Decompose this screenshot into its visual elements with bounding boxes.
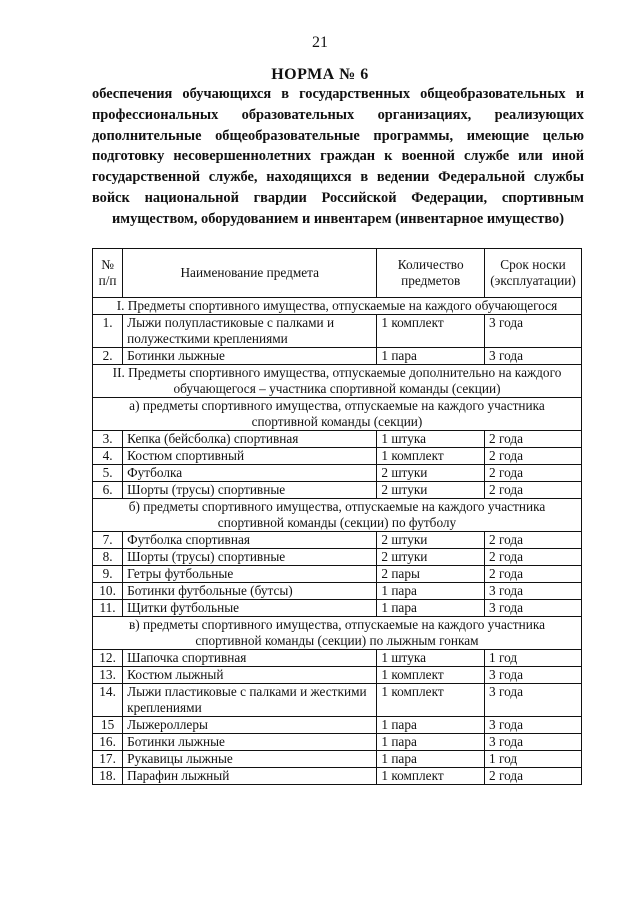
subsection-title: а) предметы спортивного имущества, отпускаемые на каждого участника спортивной команды (секции) — [93, 398, 582, 431]
item-term: 2 года — [485, 431, 582, 448]
item-term: 2 года — [485, 465, 582, 482]
item-name: Лыжероллеры — [123, 717, 377, 734]
item-quantity: 2 штуки — [377, 532, 485, 549]
header-term: Срок носки (эксплуатации) — [485, 249, 582, 298]
item-term: 3 года — [485, 684, 582, 717]
item-quantity: 1 пара — [377, 600, 485, 617]
table-row — [93, 734, 582, 751]
item-quantity: 1 штука — [377, 431, 485, 448]
item-number: 7. — [93, 532, 123, 549]
item-quantity: 1 комплект — [377, 667, 485, 684]
subsection-title: б) предметы спортивного имущества, отпускаемые на каждого участника спортивной команды (секции) по футболу — [93, 499, 582, 532]
item-name: Шапочка спортивная — [123, 650, 377, 667]
table-row — [93, 482, 582, 499]
table-row — [93, 348, 582, 365]
table-row — [93, 566, 582, 583]
item-name: Костюм лыжный — [123, 667, 377, 684]
table-row — [93, 650, 582, 667]
item-name: Рукавицы лыжные — [123, 751, 377, 768]
item-number: 8. — [93, 549, 123, 566]
item-term: 3 года — [485, 734, 582, 751]
table-row — [93, 751, 582, 768]
table-row — [93, 717, 582, 734]
item-name: Щитки футбольные — [123, 600, 377, 617]
item-name: Ботинки лыжные — [123, 348, 377, 365]
table-row — [93, 465, 582, 482]
item-term: 2 года — [485, 482, 582, 499]
item-quantity: 1 комплект — [377, 684, 485, 717]
item-number: 18. — [93, 768, 123, 785]
item-term: 3 года — [485, 315, 582, 348]
item-number: 16. — [93, 734, 123, 751]
item-name: Футболка — [123, 465, 377, 482]
item-term: 2 года — [485, 532, 582, 549]
item-name: Лыжи полупластиковые с палками и полужесткими креплениями — [123, 315, 377, 348]
section-row — [93, 365, 582, 398]
item-quantity: 1 комплект — [377, 768, 485, 785]
item-number: 4. — [93, 448, 123, 465]
table-row — [93, 448, 582, 465]
item-term: 1 год — [485, 650, 582, 667]
item-name: Гетры футбольные — [123, 566, 377, 583]
item-name: Костюм спортивный — [123, 448, 377, 465]
item-term: 2 года — [485, 768, 582, 785]
item-term: 2 года — [485, 549, 582, 566]
item-number: 1. — [93, 315, 123, 348]
item-quantity: 1 пара — [377, 583, 485, 600]
item-number: 2. — [93, 348, 123, 365]
item-quantity: 2 штуки — [377, 465, 485, 482]
item-name: Шорты (трусы) спортивные — [123, 549, 377, 566]
item-number: 12. — [93, 650, 123, 667]
document-subtitle: обеспечения обучающихся в государственных общеобразовательных и профессиональных образовательных организациях, реализующих дополнительные общеобразовательные программы, имеющие целью подготовку несовершеннолетних граждан к военной службе или иной государственной службе, находящихся в ведении Федеральной службы войск национальной гвардии Российской Федерации, спортивным имуществом, оборудованием и инвентарем (инвентарное имущество) — [92, 86, 584, 227]
table-row — [93, 532, 582, 549]
item-term: 2 года — [485, 566, 582, 583]
item-quantity: 2 штуки — [377, 549, 485, 566]
item-quantity: 1 пара — [377, 734, 485, 751]
item-term: 3 года — [485, 583, 582, 600]
item-quantity: 1 штука — [377, 650, 485, 667]
item-term: 3 года — [485, 667, 582, 684]
subsection-title: в) предметы спортивного имущества, отпускаемые на каждого участника спортивной команды (секции) по лыжным гонкам — [93, 617, 582, 650]
item-name: Ботинки футбольные (бутсы) — [123, 583, 377, 600]
norm-table — [92, 248, 582, 785]
table-row — [93, 431, 582, 448]
item-name: Лыжи пластиковые с палками и жесткими креплениями — [123, 684, 377, 717]
table-row — [93, 583, 582, 600]
section-row — [93, 298, 582, 315]
subsection-row — [93, 617, 582, 650]
header-num: № п/п — [93, 249, 123, 298]
item-quantity: 2 штуки — [377, 482, 485, 499]
table-row — [93, 684, 582, 717]
table-header-row — [93, 249, 582, 298]
item-number: 13. — [93, 667, 123, 684]
header-qty: Количество предметов — [377, 249, 485, 298]
item-number: 5. — [93, 465, 123, 482]
item-name: Шорты (трусы) спортивные — [123, 482, 377, 499]
item-quantity: 1 пара — [377, 751, 485, 768]
subsection-row — [93, 499, 582, 532]
item-number: 11. — [93, 600, 123, 617]
item-term: 3 года — [485, 717, 582, 734]
header-name: Наименование предмета — [123, 249, 377, 298]
norm-table-body — [93, 298, 582, 785]
item-name: Кепка (бейсболка) спортивная — [123, 431, 377, 448]
item-quantity: 1 пара — [377, 348, 485, 365]
item-number: 17. — [93, 751, 123, 768]
item-number: 9. — [93, 566, 123, 583]
item-term: 3 года — [485, 600, 582, 617]
item-quantity: 1 комплект — [377, 448, 485, 465]
item-quantity: 1 комплект — [377, 315, 485, 348]
item-quantity: 2 пары — [377, 566, 485, 583]
table-row — [93, 315, 582, 348]
item-term: 3 года — [485, 348, 582, 365]
page-number: 21 — [312, 34, 328, 51]
item-name: Ботинки лыжные — [123, 734, 377, 751]
item-name: Футболка спортивная — [123, 532, 377, 549]
section-title: I. Предметы спортивного имущества, отпускаемые на каждого обучающегося — [93, 298, 582, 315]
item-name: Парафин лыжный — [123, 768, 377, 785]
table-row — [93, 667, 582, 684]
item-number: 3. — [93, 431, 123, 448]
item-number: 14. — [93, 684, 123, 717]
section-title: II. Предметы спортивного имущества, отпускаемые дополнительно на каждого обучающегося – участника спортивной команды (секции) — [93, 365, 582, 398]
document-title: НОРМА № 6 — [271, 66, 369, 83]
item-number: 15 — [93, 717, 123, 734]
subsection-row — [93, 398, 582, 431]
item-quantity: 1 пара — [377, 717, 485, 734]
item-number: 10. — [93, 583, 123, 600]
table-row — [93, 549, 582, 566]
item-term: 2 года — [485, 448, 582, 465]
table-row — [93, 768, 582, 785]
item-term: 1 год — [485, 751, 582, 768]
table-row — [93, 600, 582, 617]
item-number: 6. — [93, 482, 123, 499]
